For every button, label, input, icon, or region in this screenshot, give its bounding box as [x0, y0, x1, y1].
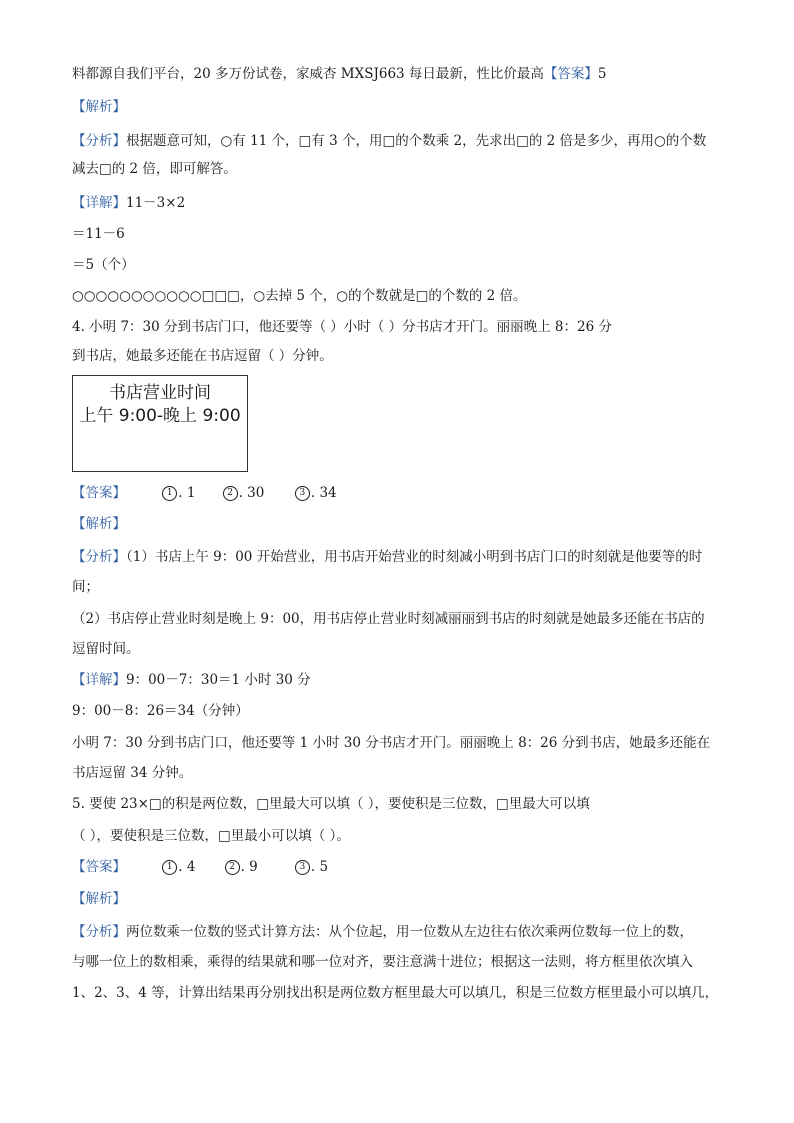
- q3-xiangjie-line-4: ○○○○○○○○○○○□□□，○去掉 5 个，○的个数就是□的个数的 2 倍。: [72, 288, 527, 304]
- header-text: 料都源自我们平台，20 多万份试卷，家威杏 MXSJ663 每日最新，性比价最高: [72, 66, 544, 82]
- q5-fenxi-line-2: 与哪一位上的数相乘，乘得的结果就和哪一位对齐，要注意满十进位；根据这一法则，将方框里依次填入: [72, 954, 693, 970]
- store-hours-sign: [72, 375, 248, 472]
- q3-jiexi-tag: 【解析】: [72, 99, 126, 115]
- q4-answer-row: [72, 483, 355, 503]
- answer-tag: 【答案】: [543, 66, 598, 82]
- q3-xiangjie-line-2: ＝11－6: [72, 226, 125, 242]
- q4-jiexi-tag: 【解析】: [72, 516, 126, 532]
- q4-xiangjie-tag: 【详解】: [72, 672, 126, 688]
- circled-number: 1: [162, 860, 177, 875]
- q5-answer-tag: 【答案】: [72, 859, 126, 875]
- q4-answer-tag: 【答案】: [72, 485, 126, 501]
- q3-fenxi-tag: 【分析】: [72, 133, 126, 149]
- answer-value: . 5: [310, 859, 329, 875]
- q5-stem-line-2: （ ），要使积是三位数，□里最小可以填（ ）。: [72, 828, 350, 844]
- q3-fenxi-line-2: 减去□的 2 倍，即可解答。: [72, 161, 237, 177]
- circled-number: 3: [295, 860, 310, 875]
- q3-fenxi-line-1: [72, 131, 706, 151]
- answer-value: . 30: [238, 485, 265, 501]
- answer-value: . 1: [178, 485, 196, 501]
- answer-value: . 9: [240, 859, 258, 875]
- q5-fenxi-text-1: 两位数乘一位数的竖式计算方法：从个位起，用一位数从左边往右依次乘两位数每一位上的数，: [126, 924, 693, 940]
- q5-answer-2: [225, 857, 291, 877]
- q3-fenxi-text-1: 根据题意可知，○有 11 个，□有 3 个，用□的个数乘 2，先求出□的 2 倍是多少，再用○的个数: [126, 133, 707, 149]
- answer-value: . 34: [310, 485, 337, 501]
- circled-number: 1: [162, 486, 177, 501]
- q4-stem-line-1: 4. 小明 7：30 分到书店门口，他还要等（ ）小时（ ）分书店才开门。丽丽晚上 8：26 分: [72, 319, 612, 335]
- q5-fenxi-line-1: [72, 922, 693, 942]
- q5-answer-3: [295, 857, 355, 877]
- q4-fenxi-line-2: 间；: [72, 579, 99, 595]
- q5-fenxi-line-3: 1、2、3、4 等，计算出结果再分别找出积是两位数方框里最大可以填几，积是三位数方框里最小可以填几，: [72, 985, 719, 1001]
- answer-value: 5: [597, 66, 607, 82]
- q5-answer-row: [72, 857, 355, 877]
- q5-answer-1: [162, 857, 220, 877]
- q4-fenxi-line-4: 逗留时间。: [72, 641, 140, 657]
- q4-fenxi-tag: 【分析】: [72, 549, 126, 565]
- q4-xiangjie-text-1: 9：00－7：30＝1 小时 30 分: [126, 672, 311, 688]
- q4-xiangjie-line-2: 9：00－8：26＝34（分钟）: [72, 703, 249, 719]
- header-line: [72, 64, 607, 84]
- q4-answer-1: [162, 483, 218, 503]
- q4-answer-3: [295, 483, 355, 503]
- q5-jiexi-tag: 【解析】: [72, 891, 126, 907]
- q4-stem-line-2: 到书店，她最多还能在书店逗留（ ）分钟。: [72, 348, 333, 364]
- q3-xiangjie-line-1: [72, 193, 185, 213]
- q4-xiangjie-line-3: 小明 7：30 分到书店门口，他还要等 1 小时 30 分书店才开门。丽丽晚上 8：26 分到书店，她最多还能在: [72, 735, 711, 751]
- q3-xiangjie-line-3: ＝5（个）: [72, 257, 135, 273]
- circled-number: 2: [223, 486, 238, 501]
- circled-number: 3: [295, 486, 310, 501]
- answer-value: . 4: [178, 859, 196, 875]
- q5-fenxi-tag: 【分析】: [72, 924, 126, 940]
- q4-answer-2: [223, 483, 291, 503]
- sign-hours: 上午 9:00-晚上 9:00: [79, 406, 241, 426]
- q4-xiangjie-line-4: 书店逗留 34 分钟。: [72, 765, 193, 781]
- q3-xiangjie-text-1: 11－3×2: [126, 195, 186, 211]
- q4-fenxi-line-1: [72, 547, 702, 567]
- q4-xiangjie-line-1: [72, 670, 311, 690]
- sign-title: 书店营业时间: [109, 383, 211, 403]
- q5-stem-line-1: 5. 要使 23×□的积是两位数，□里最大可以填（ ），要使积是三位数，□里最大可以填: [72, 796, 590, 812]
- q4-fenxi-text-1: （1）书店上午 9：00 开始营业，用书店开始营业的时刻减小明到书店门口的时刻就是他要等的时: [126, 549, 703, 565]
- circled-number: 2: [225, 860, 240, 875]
- q4-fenxi-line-3: （2）书店停止营业时刻是晚上 9：00，用书店停止营业时刻减丽丽到书店的时刻就是她最多还能在书店的: [72, 611, 705, 627]
- q3-xiangjie-tag: 【详解】: [72, 195, 126, 211]
